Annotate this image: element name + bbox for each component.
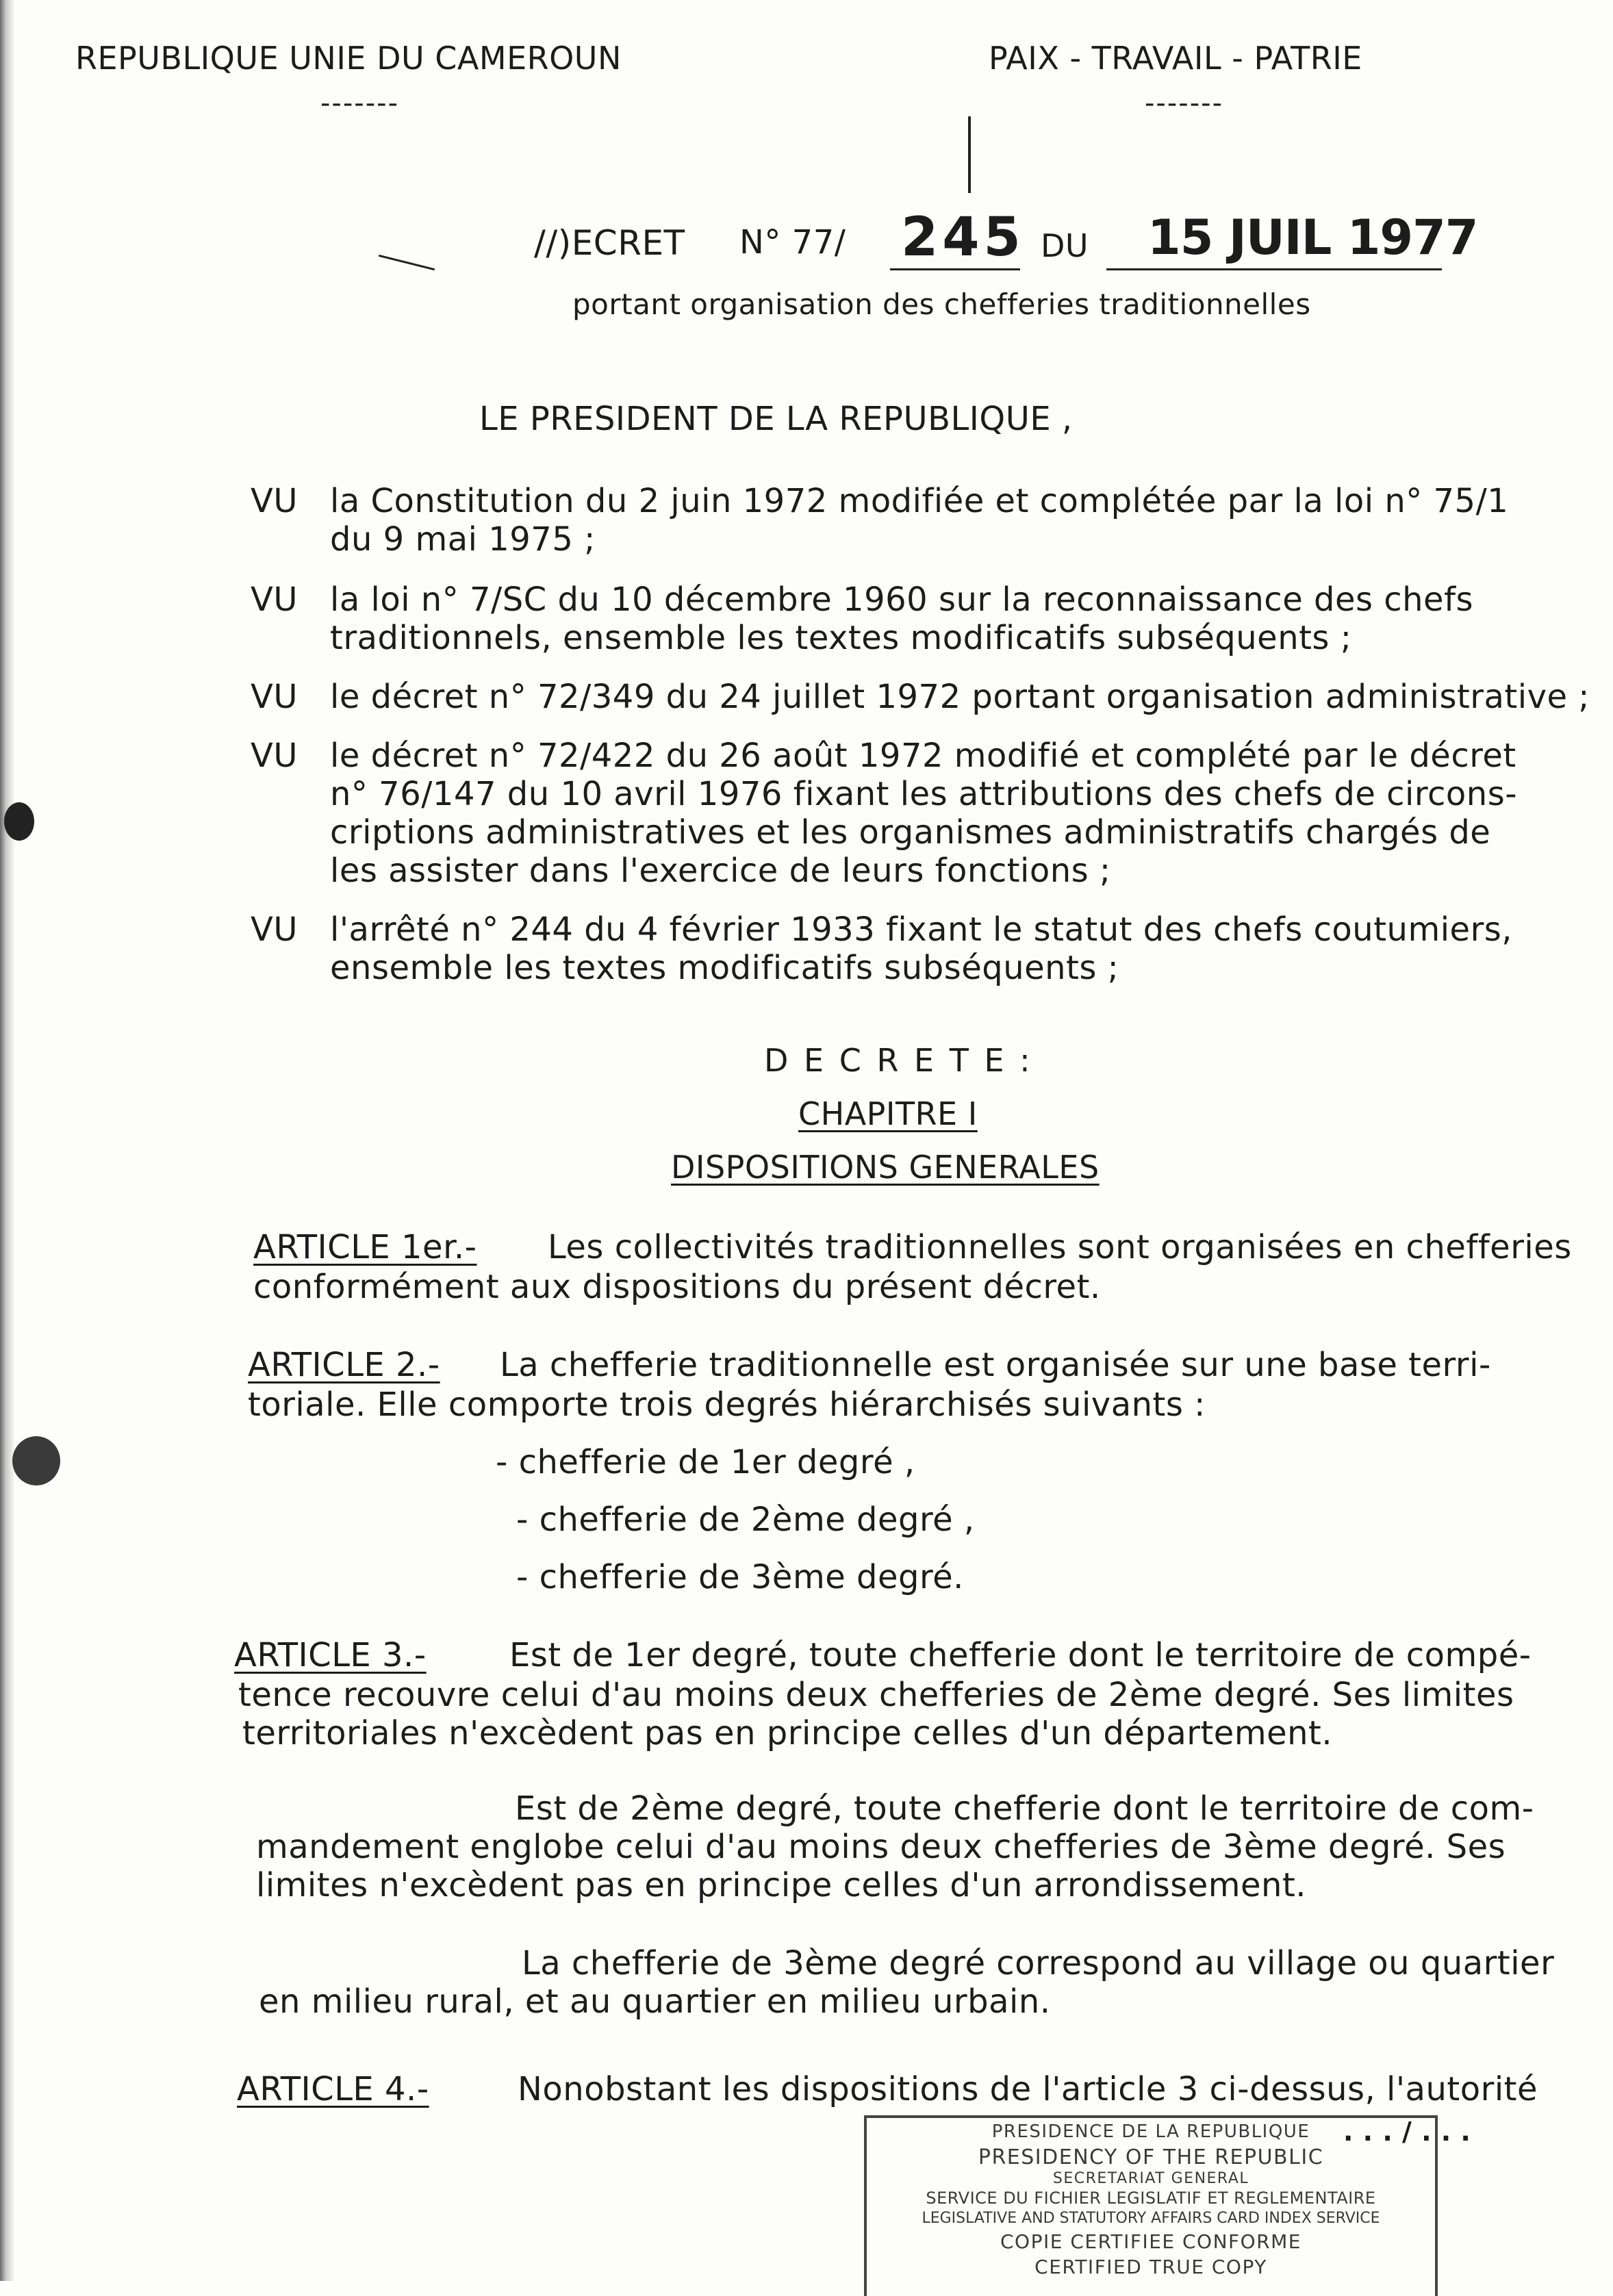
header-republic: REPUBLIQUE UNIE DU CAMEROUN [75, 40, 622, 77]
stamp-line-7: CERTIFIED TRUE COPY [1034, 2256, 1267, 2278]
handwritten-stroke [968, 116, 971, 193]
article-2-item-2: - chefferie de 2ème degré , [516, 1501, 975, 1539]
article-2-item-1: - chefferie de 1er degré , [496, 1443, 915, 1481]
decree-number-value: 245 [901, 207, 1025, 268]
chapter-title: DISPOSITIONS GENERALES [671, 1149, 1100, 1186]
article-3-p2-line-2: mandement englobe celui d'au moins deux chefferies de 3ème degré. Ses [256, 1828, 1506, 1866]
visa-5-line-2: ensemble les textes modificatifs subséquents ; [330, 949, 1119, 987]
article-3-p3-line-2: en milieu rural, et au quartier en milieu urbain. [259, 1982, 1051, 2021]
article-3-p2-line-3: limites n'excèdent pas en principe celles d'un arrondissement. [256, 1866, 1307, 1904]
stamp-line-3: SECRETARIAT GENERAL [1052, 2170, 1249, 2187]
visa-5-line-1: l'arrêté n° 244 du 4 février 1933 fixant le statut des chefs coutumiers, [330, 910, 1513, 949]
decree-du: DU [1041, 227, 1089, 264]
president-heading: LE PRESIDENT DE LA REPUBLIQUE , [479, 400, 1073, 438]
visa-4-line-4: les assister dans l'exercice de leurs fonctions ; [330, 852, 1111, 890]
article-4-line-1: Nonobstant les dispositions de l'article 3 ci-dessus, l'autorité [518, 2070, 1538, 2108]
handwritten-dash [379, 255, 435, 270]
visa-4-line-3: criptions administratives et les organismes administratifs chargés de [330, 813, 1491, 852]
header-republic-rule: ------- [320, 88, 400, 119]
scan-edge-shadow [0, 0, 15, 2281]
decree-prefix: //)ECRET [534, 223, 685, 263]
visa-2-vu: VU [251, 581, 298, 619]
chapter-heading: CHAPITRE I [798, 1095, 978, 1132]
header-motto: PAIX - TRAVAIL - PATRIE [989, 40, 1362, 77]
visa-5-vu: VU [251, 910, 298, 949]
article-3-label: ARTICLE 3.- [234, 1636, 427, 1674]
article-2-line-1: La chefferie traditionnelle est organisée sur une base terri- [500, 1346, 1491, 1384]
stamp-line-1: PRESIDENCE DE LA REPUBLIQUE [991, 2121, 1310, 2142]
visa-3-line-1: le décret n° 72/349 du 24 juillet 1972 portant organisation administrative ; [330, 678, 1590, 716]
certification-stamp [864, 2115, 1438, 2296]
decree-number-underline [890, 268, 1020, 270]
decrete-heading: D E C R E T E : [764, 1042, 1033, 1079]
article-1-line-2: conformément aux dispositions du présent décret. [253, 1268, 1101, 1306]
article-3-p2-line-1: Est de 2ème degré, toute chefferie dont le territoire de com- [515, 1789, 1534, 1828]
article-1-label: ARTICLE 1er.- [253, 1228, 477, 1266]
article-3-p1-line-1: Est de 1er degré, toute chefferie dont le territoire de compé- [509, 1636, 1532, 1674]
visa-4-line-2: n° 76/147 du 10 avril 1976 fixant les attributions des chefs de circons- [330, 775, 1518, 813]
article-3-p3-line-1: La chefferie de 3ème degré correspond au village ou quartier [522, 1944, 1555, 1982]
article-4-label: ARTICLE 4.- [237, 2070, 429, 2108]
visa-4-vu: VU [251, 737, 298, 775]
article-2-item-3: - chefferie de 3ème degré. [516, 1558, 964, 1596]
stamp-line-5: LEGISLATIVE AND STATUTORY AFFAIRS CARD INDEX SERVICE [922, 2210, 1380, 2227]
visa-4-line-1: le décret n° 72/422 du 26 août 1972 modifié et complété par le décret [330, 737, 1516, 775]
stamp-line-2: PRESIDENCY OF THE REPUBLIC [978, 2145, 1324, 2169]
stamp-line-4: SERVICE DU FICHIER LEGISLATIF ET REGLEMENTAIRE [926, 2189, 1376, 2208]
header-motto-rule: ------- [1145, 88, 1224, 119]
visa-3-vu: VU [251, 678, 298, 716]
decree-subtitle: portant organisation des chefferies traditionnelles [572, 288, 1311, 321]
article-2-line-2: toriale. Elle comporte trois degrés hiérarchisés suivants : [248, 1386, 1206, 1424]
visa-2-line-1: la loi n° 7/SC du 10 décembre 1960 sur la reconnaissance des chefs [330, 581, 1473, 619]
article-3-p1-line-3: territoriales n'excèdent pas en principe celles d'un département. [242, 1714, 1333, 1752]
decree-date-underline [1106, 268, 1442, 270]
visa-1-vu: VU [251, 482, 298, 520]
visa-2-line-2: traditionnels, ensemble les textes modificatifs subséquents ; [330, 619, 1352, 657]
article-1-line-1: Les collectivités traditionnelles sont organisées en chefferies [548, 1228, 1572, 1266]
decree-date: 15 JUIL 1977 [1147, 209, 1478, 266]
decree-number-label: N° 77/ [739, 223, 846, 262]
visa-1-line-1: la Constitution du 2 juin 1972 modifiée et complétée par la loi n° 75/1 [330, 482, 1509, 520]
punch-hole-top [4, 802, 34, 841]
article-4-continuation: . . . / . . . [1343, 2117, 1471, 2147]
visa-1-line-2: du 9 mai 1975 ; [330, 520, 596, 559]
article-2-label: ARTICLE 2.- [248, 1346, 440, 1384]
punch-hole-bottom [12, 1436, 60, 1485]
stamp-line-6: COPIE CERTIFIEE CONFORME [1000, 2230, 1301, 2253]
article-3-p1-line-2: tence recouvre celui d'au moins deux chefferies de 2ème degré. Ses limites [238, 1676, 1514, 1714]
